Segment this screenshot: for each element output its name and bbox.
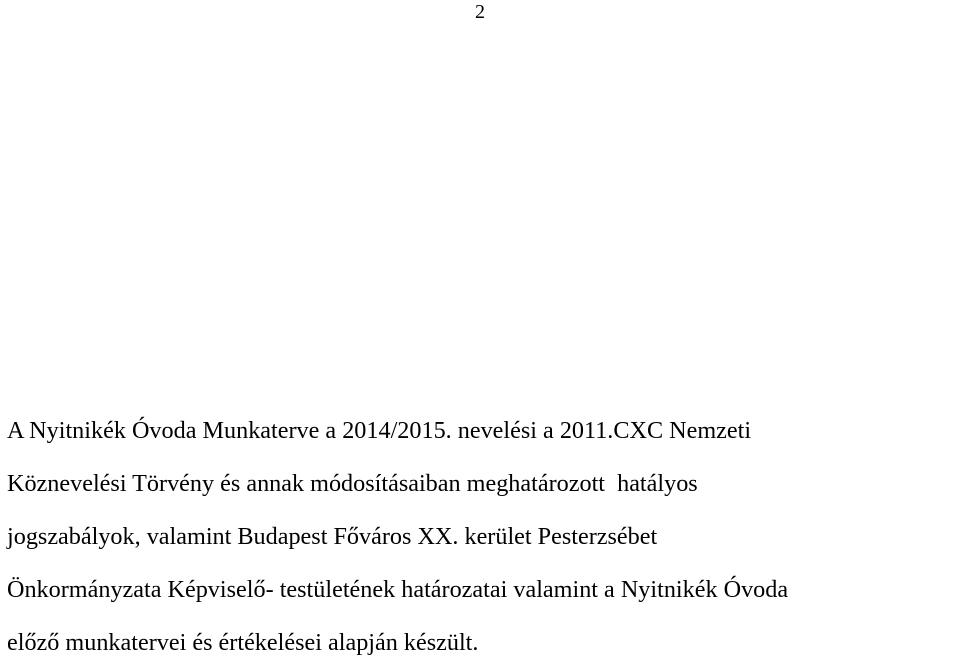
paragraph-line-4: Önkormányzata Képviselő- testületének határozatai valamint a Nyitnikék Óvoda: [7, 576, 789, 603]
paragraph-line-1: A Nyitnikék Óvoda Munkaterve a 2014/2015. nevelési a 2011.CXC Nemzeti: [7, 417, 752, 444]
paragraph-line-2: Köznevelési Törvény és annak módosításaiban meghatározott hatályos: [7, 470, 698, 497]
page-number: 2: [475, 1, 485, 23]
paragraph-line-3: jogszabályok, valamint Budapest Főváros XX. kerület Pesterzsébet: [7, 523, 658, 550]
paragraph-line-5: előző munkatervei és értékelései alapján készült.: [7, 629, 479, 656]
body-paragraph: [7, 404, 957, 669]
